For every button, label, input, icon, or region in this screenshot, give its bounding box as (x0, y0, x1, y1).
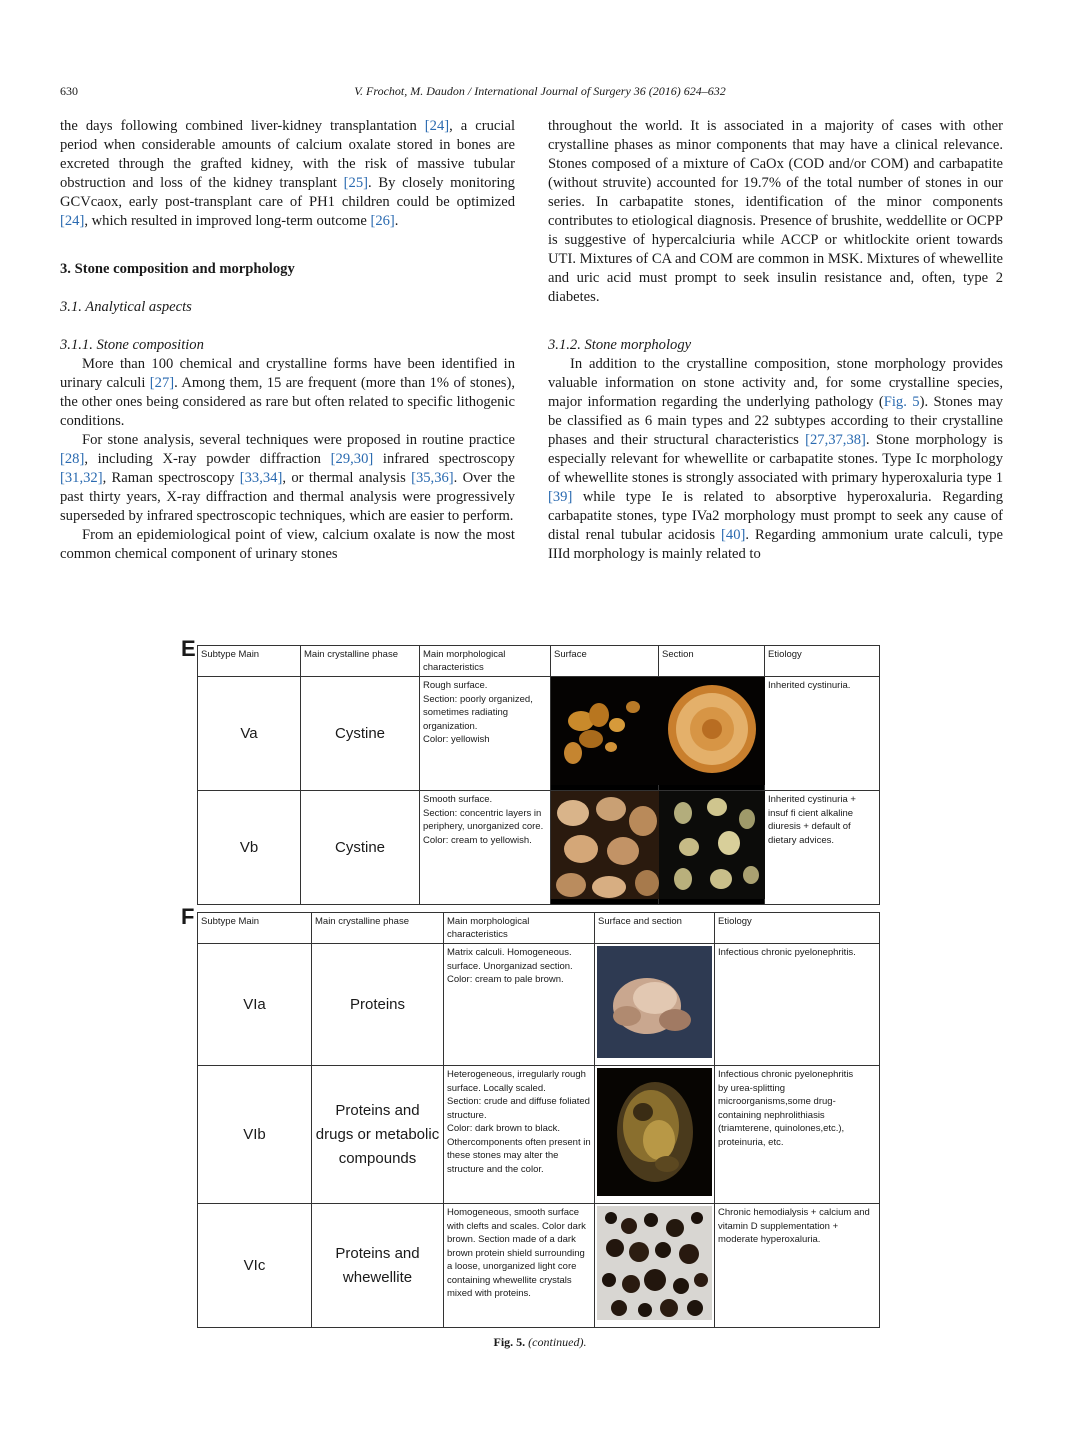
figure-link[interactable]: Fig. 5 (883, 394, 920, 410)
reference-link[interactable]: [39] (548, 489, 573, 505)
table-row (198, 791, 880, 905)
text: . (394, 213, 399, 229)
subtype-cell: Vb (198, 791, 301, 905)
etiology-cell: Infectious chronic pyelonephritis by urea-splitting microorganisms,some drug-containing nephrolithiasis (triamterene, quinolones,etc.), proteinuria, etc. (715, 1066, 880, 1204)
etiology-cell: Chronic hemodialysis + calcium and vitamin D supplementation + moderate hyperoxaluria. (715, 1204, 880, 1328)
reference-link[interactable]: [27,37,38] (805, 432, 866, 448)
cystine-vb-section-image (659, 791, 765, 899)
stone-section-photo (659, 677, 765, 791)
subtype-cell: VIc (198, 1204, 312, 1328)
cystine-va-section-image (659, 677, 765, 785)
reference-link[interactable]: [24] (60, 213, 85, 229)
stone-surface-photo (551, 677, 659, 791)
text: . Stone morphology is especially relevant for whewellite or carbapatite stones. Type Ic morphology of whewellite stones is strongly associated with primary hyperoxaluria type 1 (548, 432, 1003, 486)
text: . By closely monitoring GCVcaox, early post-transplant care of PH1 children could be optimized (60, 175, 515, 210)
etiology-cell: Inherited cystinuria + insuf fi cient alkaline diuresis + default of dietary advices. (765, 791, 880, 905)
cystine-va-surface-image (551, 677, 659, 785)
table-row (198, 944, 880, 1066)
panel-label-e: E (181, 636, 196, 661)
proteins-vib-image (597, 1068, 712, 1196)
reference-link[interactable]: [35,36] (411, 470, 454, 486)
text: ). Stones may be classified as 6 main types and 22 subtypes according to their crystalline phases and their structural characteristics (548, 394, 1003, 448)
subtype-cell: Va (198, 677, 301, 791)
text: , Raman spectroscopy (102, 470, 240, 486)
text: , a crucial period when considerable amounts of calcium oxalate stored in bones are excreted through the grafted kidney, with the risk of massive tubular obstruction and loss of the kidney transplant (60, 118, 515, 191)
paragraph (60, 355, 515, 431)
stone-photo (595, 944, 715, 1066)
cystine-vb-surface-image (551, 791, 659, 899)
section-heading: 3. Stone composition and morphology (60, 261, 295, 277)
subtype-cell: VIb (198, 1066, 312, 1204)
header-surface-section: Surface and section (595, 913, 715, 944)
subsection-heading: 3.1. Analytical aspects (60, 299, 192, 315)
text: , including X-ray powder diffraction (84, 451, 331, 467)
page-number: 630 (60, 84, 78, 98)
subsubsection-heading: 3.1.1. Stone composition (60, 337, 204, 353)
paragraph: throughout the world. It is associated in a majority of cases with other crystalline phases as minor components that may have a clinical relevance. Stones composed of a mixture of CaOx (COD and/or COM) and carbapatite (without struvite) accounted for 19.7% of the total number of stones in our series. In carbapatite stones, identification of the minor components contributes to etiological diagnosis. Presence of brushite, weddellite or OCPP is suggestive of hypercalciuria while ACCP or whitlockite orient towards UTI. Mixtures of CA and COM are common in MSK. Mixtures of whewellite and uric acid must prompt to seek insulin resistance and, often, type 2 diabetes. (548, 118, 1003, 305)
reference-link[interactable]: [27] (149, 375, 175, 391)
paragraph (60, 117, 515, 231)
text: infrared spectroscopy (373, 451, 515, 467)
reference-link[interactable]: [29,30] (330, 451, 374, 467)
phase-cell: Proteins and whewellite (312, 1204, 444, 1328)
header-phase: Main crystalline phase (312, 913, 444, 944)
header-surface: Surface (551, 646, 659, 677)
paragraph (548, 355, 1003, 564)
morphology-cell: Rough surface. Section: poorly organized, sometimes radiating organization. Color: yellowish (420, 677, 551, 791)
header-morphology: Main morphological characteristics (420, 646, 551, 677)
running-title: V. Frochot, M. Daudon / International Journal of Surgery 36 (2016) 624–632 (354, 84, 726, 98)
text: , which resulted in improved long-term outcome (84, 213, 371, 229)
left-column (60, 117, 515, 564)
text: . Regarding ammonium urate calculi, type IIId morphology is mainly related to (548, 527, 1003, 562)
stone-photo (595, 1066, 715, 1204)
stone-photo (595, 1204, 715, 1328)
reference-link[interactable]: [24] (424, 118, 450, 134)
header-subtype: Subtype Main (198, 913, 312, 944)
text: . Over the past thirty years, X-ray diffraction and thermal analysis were progressively superseded by infrared spectroscopic techniques, which are easier to perform. (60, 470, 515, 524)
text: For stone analysis, several techniques were proposed in routine practice (82, 432, 515, 448)
morphology-cell: Smooth surface. Section: concentric layers in periphery, unorganized core. Color: cream to yellowish. (420, 791, 551, 905)
morphology-cell: Matrix calculi. Homogeneous. surface. Unorganizad section. Color: cream to pale brown. (444, 944, 595, 1066)
header-morphology: Main morphological characteristics (444, 913, 595, 944)
reference-link[interactable]: [33,34] (239, 470, 283, 486)
subsubsection-heading: 3.1.2. Stone morphology (548, 337, 692, 353)
morphology-cell: Heterogeneous, irregularly rough surface. Locally scaled. Section: crude and diffuse foliated structure. Color: dark brown to black. Othercomponents often present in these stones may alter the structure and the color. (444, 1066, 595, 1204)
text: while type Ie is related to absorptive hyperoxaluria. Regarding carbapatite stones, type IVa2 morphology must prompt to seek any cause of distal renal tubular acidosis (548, 489, 1003, 543)
reference-link[interactable]: [31,32] (60, 470, 103, 486)
reference-link[interactable]: [28] (60, 451, 85, 467)
table-row (198, 677, 880, 791)
panel-e-table (197, 645, 880, 905)
proteins-whewellite-vic-image (597, 1206, 712, 1320)
figure-caption (0, 1335, 1080, 1350)
right-column (548, 117, 1003, 564)
paragraph: From an epidemiological point of view, calcium oxalate is now the most common chemical component of urinary stones (60, 527, 515, 562)
header-etiology: Etiology (765, 646, 880, 677)
etiology-cell: Inherited cystinuria. (765, 677, 880, 791)
phase-cell: Cystine (301, 677, 420, 791)
text: , or thermal analysis (282, 470, 412, 486)
table-row (198, 1204, 880, 1328)
text: the days following combined liver-kidney transplantation (60, 118, 425, 134)
paragraph (60, 431, 515, 526)
text: More than 100 chemical and crystalline forms have been identified in urinary calculi (60, 356, 515, 391)
reference-link[interactable]: [25] (343, 175, 368, 191)
text: . Among them, 15 are frequent (more than 1% of stones), the other ones being considered as rare but often related to specific lithogenic conditions. (60, 375, 515, 429)
reference-link[interactable]: [26] (370, 213, 395, 229)
phase-cell: Cystine (301, 791, 420, 905)
header-phase: Main crystalline phase (301, 646, 420, 677)
caption-text: (continued). (528, 1335, 587, 1349)
proteins-via-image (597, 946, 712, 1058)
reference-link[interactable]: [40] (721, 527, 746, 543)
etiology-cell: Infectious chronic pyelonephritis. (715, 944, 880, 1066)
morphology-cell: Homogeneous, smooth surface with clefts and scales. Color dark brown. Section made of a dark brown protein shield surrounding a loose, unorganized light core containing whewellite crystals mixed with proteins. (444, 1204, 595, 1328)
caption-label: Fig. 5. (493, 1335, 526, 1349)
header-section: Section (659, 646, 765, 677)
subtype-cell: VIa (198, 944, 312, 1066)
header-etiology: Etiology (715, 913, 880, 944)
panel-label-f: F (181, 904, 195, 929)
header-subtype: Subtype Main (198, 646, 301, 677)
phase-cell: Proteins (312, 944, 444, 1066)
stone-surface-photo (551, 791, 659, 905)
table-row (198, 1066, 880, 1204)
panel-f-table (197, 912, 880, 1328)
stone-section-photo (659, 791, 765, 905)
phase-cell: Proteins and drugs or metabolic compounds (312, 1066, 444, 1204)
text: In addition to the crystalline composition, stone morphology provides valuable information on stone activity and, for some crystalline species, major information regarding the underlying pathology ( (548, 356, 1003, 410)
